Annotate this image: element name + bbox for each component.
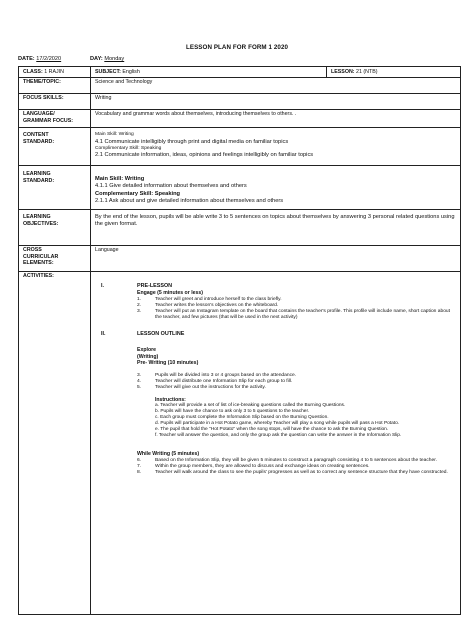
class-row — [19, 67, 461, 78]
theme-label: THEME/TOPIC: — [19, 77, 91, 93]
activities-row — [19, 271, 461, 614]
content-standard-row — [19, 127, 461, 165]
theme-value: Science and Technology — [91, 77, 461, 93]
language-value: Vocabulary and grammar words about themselves, introducing themselves to others. . — [91, 109, 461, 127]
objectives-label: LEARNING OBJECTIVES: — [19, 209, 91, 245]
list-item: 8. Teacher will walk around the class to see the pupils' progresses as well as to correct any sentence structure that they have constructed. — [137, 470, 448, 476]
pre-lesson-list — [95, 297, 456, 321]
instruction-item: f. Teacher will answer the question, and only the group ask the question can write the answer in the Information Slip. — [155, 433, 402, 439]
instruction-item: a. Teacher will provide a set of list of ice-breaking questions called the Burning Questions. — [155, 403, 346, 409]
date-field — [18, 56, 61, 62]
cross-curricular-row — [19, 245, 461, 271]
list-item: 2. Teacher writes the lesson's objectives on the whiteboard. — [137, 302, 279, 308]
list-item: 7. Within the group members, they are allowed to discuss and exchange ideas on creating sentences. — [137, 464, 370, 470]
section-number: II. — [101, 330, 106, 337]
instruction-item: e. The pupil that hold the "Hot Potato" when the song stops, will have the chance to ask the Burning Question. — [155, 427, 389, 433]
objectives-row — [19, 209, 461, 245]
list-item: 1. Teacher will greet and introduce herself to the class briefly. — [137, 296, 282, 302]
learning-standard-value — [91, 165, 461, 209]
content-comp-skill: Complimentary Skill: Speaking — [95, 145, 162, 151]
learning-standard-label: LEARNING STANDARD: — [19, 165, 91, 209]
instruction-item: d. Pupils will participate in a Hot Potato game, whereby Teacher will play a song while pupils will pass a Hot Potato. — [155, 421, 400, 427]
subject-cell: SUBJECT: English — [91, 67, 327, 78]
content-main-skill: Main Skill: Writing — [95, 132, 134, 138]
content-main-std: 4.1 Communicate intelligibly through print and digital media on familiar topics — [95, 138, 289, 145]
list-item: 3. Teacher will put an Instagram template on the board that contains the teacher's profile. This profile will include name, short caption about the teacher, and few pictures (that will be used in the next activity) — [137, 308, 450, 320]
explore-heading: Explore — [137, 347, 157, 354]
instructions-list — [95, 403, 456, 439]
lesson-note: (NTB) — [363, 68, 378, 75]
cross-curricular-value: Language — [91, 245, 461, 271]
day-label: DAY: — [90, 56, 103, 62]
while-writing-list — [95, 458, 456, 476]
pre-writing-heading: Pre- Writing (10 minutes) — [137, 360, 199, 367]
section-title: PRE-LESSON — [137, 283, 173, 290]
pre-writing-list — [95, 373, 456, 391]
instructions-heading: Instructions: — [155, 397, 186, 404]
instruction-item: c. Each group must complete the Information Slip based on the Burning Question. — [155, 415, 329, 421]
content-comp-std: 2.1 Communicate information, ideas, opinions and feelings intelligibly on familiar topics — [95, 152, 314, 159]
activities-content — [91, 271, 461, 614]
list-item: 4. Teacher will distribute one Information Slip for each group to fill. — [137, 379, 293, 385]
while-writing-heading: While Writing (5 minutes) — [137, 451, 200, 458]
learning-comp-std: 2.1.1 Ask about and give detailed information about themselves and others — [95, 197, 284, 204]
section-title: LESSON OUTLINE — [137, 330, 185, 337]
language-label: LANGUAGE/ GRAMMAR FOCUS: — [19, 109, 91, 127]
section-lesson-outline — [95, 331, 456, 338]
lesson-value: 21 — [356, 68, 362, 75]
learning-comp-skill: Complementary Skill: Speaking — [95, 190, 181, 197]
list-item: 3. Pupils will be divided into 3 or 4 groups based on the attendance. — [137, 373, 297, 379]
theme-row — [19, 77, 461, 93]
date-label: DATE: — [18, 56, 35, 62]
content-standard-label: CONTENT STANDARD: — [19, 127, 91, 165]
lesson-plan-table — [18, 66, 461, 615]
engage-heading: Engage (5 minutes or less) — [137, 289, 204, 296]
day-field — [90, 56, 124, 62]
writing-heading: (Writing) — [137, 353, 159, 360]
cross-curricular-label: CROSS CURRICULAR ELEMENTS: — [19, 245, 91, 271]
focus-value: Writing — [91, 93, 461, 109]
list-item: 6. Based on the Information Slip, they will be given 5 minutes to construct a paragraph consisting 4 to 5 sentences about the teacher. — [137, 458, 437, 464]
activities-label: ACTIVITIES: — [19, 271, 91, 614]
instruction-item: b. Pupils will have the chance to ask only 3 to 5 questions to the teacher. — [155, 409, 310, 415]
section-number: I. — [101, 283, 104, 290]
class-cell: CLASS: 1 RAJIN — [19, 67, 91, 78]
list-item: 5. Teacher will give out the instructions for the activity. — [137, 385, 266, 391]
content-standard-value — [91, 127, 461, 165]
class-value: 1 RAJIN — [44, 68, 64, 75]
day-value: Monday — [104, 56, 125, 62]
objectives-value: By the end of the lesson, pupils will be able write 3 to 5 sentences on topics about themselves by answering 3 personal related questions using the given format. — [91, 209, 461, 245]
section-pre-lesson — [95, 283, 456, 290]
learning-standard-row — [19, 165, 461, 209]
learning-main-skill: Main Skill: Writing — [95, 176, 145, 183]
subject-value: English — [122, 68, 140, 75]
lesson-cell: LESSON: 21 (NTB) — [327, 67, 461, 78]
language-row — [19, 109, 461, 127]
document-title: LESSON PLAN FOR FORM 1 2020 — [185, 44, 289, 51]
focus-row — [19, 93, 461, 109]
learning-main-std: 4.1.1 Give detailed information about themselves and others — [95, 183, 247, 190]
date-value: 17/2/2020 — [36, 56, 62, 62]
focus-label: FOCUS SKILLS: — [19, 93, 91, 109]
